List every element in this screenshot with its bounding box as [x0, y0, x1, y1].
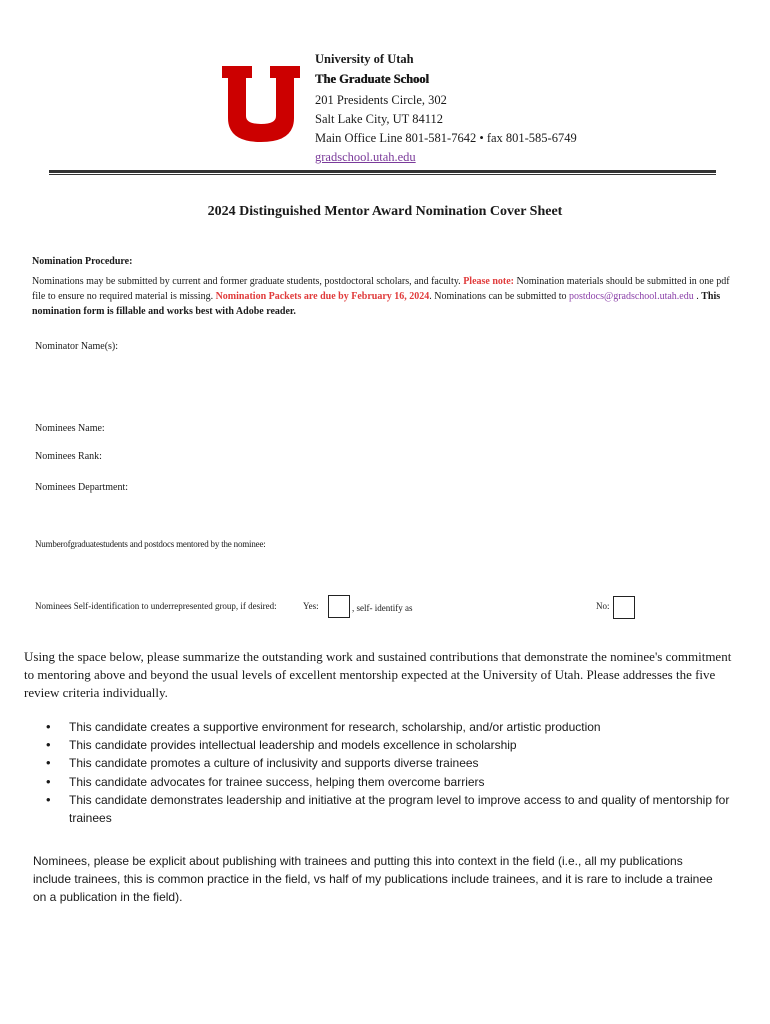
phone-fax: Main Office Line 801-581-7642 • fax 801-585-6749: [315, 131, 577, 145]
review-criteria-list: [46, 718, 736, 827]
block-u-logo-icon: [222, 66, 300, 142]
number-mentored-label: Numberofgraduatestudents and postdocs mentored by the nominee:: [35, 539, 266, 549]
school-name: The Graduate School: [315, 72, 429, 86]
procedure-text-3: . Nominations can be submitted to: [429, 291, 569, 302]
address-line-2: Salt Lake City, UT 84112: [315, 112, 443, 126]
no-checkbox[interactable]: [613, 596, 635, 619]
please-note-label: Please note:: [463, 276, 515, 287]
self-identification-label: Nominees Self-identification to underrepresented group, if desired:: [35, 601, 277, 611]
criteria-item: • This candidate advocates for trainee success, helping them overcome barriers: [46, 773, 736, 791]
university-name: University of Utah: [315, 52, 414, 66]
criteria-item: • This candidate creates a supportive environment for research, scholarship, and/or artistic production: [46, 718, 736, 736]
procedure-text-1: Nominations may be submitted by current and former graduate students, postdoctoral scholars, and faculty.: [32, 276, 464, 287]
university-logo: [222, 66, 300, 142]
nominee-department-label: Nominees Department:: [35, 482, 129, 493]
page-title: 2024 Distinguished Mentor Award Nomination Cover Sheet: [207, 204, 563, 219]
criteria-item: • This candidate provides intellectual leadership and models excellence in scholarship: [46, 736, 736, 754]
due-date-notice: Nomination Packets are due by February 16, 2024: [215, 291, 430, 302]
summary-instructions: Using the space below, please summarize the outstanding work and sustained contributions that demonstrate the nominee's commitment to mentoring above and beyond the usual levels of excellent mentorship expected at the University of Utah. Please addresses the five review criteria individually.: [24, 649, 732, 700]
criteria-item: • This candidate promotes a culture of inclusivity and supports diverse trainees: [46, 754, 736, 772]
nominator-name-label: Nominator Name(s):: [35, 341, 119, 352]
publishing-note: Nominees, please be explicit about publishing with trainees and putting this into context in the field (i.e., all my publications include trainees, this is common practice in the field, vs half of my publications include trainees, and it is rare to include a trainee on a publication in the field).: [33, 854, 713, 904]
yes-label: Yes:: [303, 601, 319, 611]
self-identify-as-label: , self- identify as: [352, 603, 413, 613]
procedure-text-2: Nomination materials should be submitted in one pdf file to ensure no required material is missing.: [32, 276, 730, 302]
submission-email-link[interactable]: postdocs@gradschool.utah.edu: [568, 291, 694, 302]
procedure-text-4: .: [693, 291, 702, 302]
criteria-item: • This candidate demonstrates leadership and initiative at the program level to improve access to and quality of mentorship for trainees: [46, 791, 736, 827]
nominee-name-label: Nominees Name:: [35, 423, 105, 434]
fillable-notice: This nomination form is fillable and works best with Adobe reader.: [32, 291, 721, 317]
website-link[interactable]: gradschool.utah.edu: [315, 150, 416, 164]
header-divider-thin: [49, 174, 716, 175]
yes-checkbox[interactable]: [328, 595, 350, 618]
nominee-rank-label: Nominees Rank:: [35, 451, 102, 462]
no-label: No:: [596, 601, 610, 611]
address-line-1: 201 Presidents Circle, 302: [315, 93, 447, 107]
procedure-text: [32, 274, 737, 319]
header-divider: [49, 170, 716, 173]
procedure-heading: Nomination Procedure:: [32, 256, 133, 267]
